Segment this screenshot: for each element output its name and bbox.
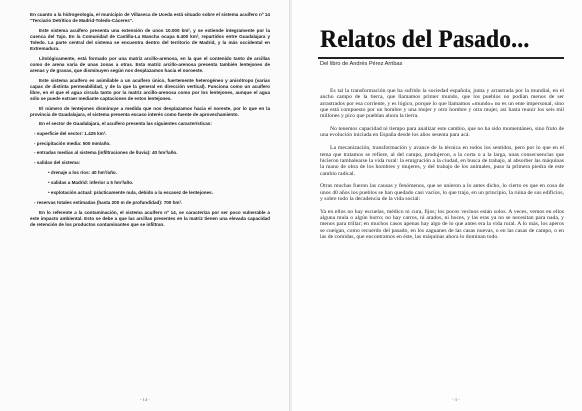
paragraph: No tenemos capacidad ni tiempo para analizar este cambio, que no ha sido momentáneo, sino fruto de una evolución iniciada en España desde los años sesenta para acá. — [320, 126, 564, 139]
page-number: - 3 - — [452, 397, 460, 402]
right-page — [292, 0, 582, 411]
paragraph: En lo referente a la contaminación, el sistema acuífero nº 14, se caracteriza por ser poco vulnerable a este impacto ambiental. Esto se debe a que las arcillas presentes en la matriz tienen una elevada capacidad de retención de los productos contaminantes que se infiltran. — [30, 210, 270, 228]
list-item: - precipitación media: 500 mm/año. — [34, 140, 111, 146]
paragraph: Es tal la transformación que ha sufrido la sociedad española, junta y arrastrada por la mundial, en el ancho campo de la tierra, que llamamos primer mundo, que los pueblos no podían menos de ser arrastrados por esa corriente, y es lógico, porque lo que llamamos «mundo» no es un ente impersonal, sino que está compuesto por un hombre y una mujer y otro hombre y otra mujer, así hasta reunir los seis mil millones y pico que pueblan ahora la tierra. — [320, 88, 564, 120]
list-item: - salidas del sistema: — [34, 160, 81, 166]
list-item: - entradas medias al sistema (infiltraciones de lluvia): 40 hm³/año. — [34, 150, 178, 156]
paragraph: La mecanización, transformación y avance de la técnica en todos los sentidos, pero por lo que en el tema que tratamos se refiere, al del campo, produjeron, a la corta o a la larga, unas consecuencias que hicieron tambalearse la vida rural: la emigración a la ciudad, en busca de trabajo, al absorber las máquinas la mano de obra de los hombres y mujeres, y del trabajo de los animales, puso la primera piedra de este cambio radical. — [320, 145, 564, 177]
characteristics-list — [30, 131, 270, 207]
title-divider — [318, 57, 564, 59]
paragraph: Ya en ellos no hay escuelas, médico ni cura, fijos; los pocos vecinos están solos. A veces, vemos en ellos alguna mula o algún burro; no hay carros, ni arados, ni hoces, y las eras ya no se necesitan para nada, y menos para trillar; en muchos casos apenas hay algo de lo que antes era la vida rural. A lo más, los aperos se cuelgan, como recuerdo del pasado, en los zaguanes de las casas nuevas, o en las casas de campo, o en las de comidas, que encontramos en éste, las máquinas ahora lo dominan todo. — [320, 208, 564, 241]
paragraph: En el sector de Guadalajara, el acuífero presenta las siguientes características: — [39, 121, 212, 127]
page-subtitle: Del libro de Andrés Pérez Arribas — [320, 61, 403, 67]
outputs-sublist — [30, 170, 270, 196]
paragraph: Otras muchas fueron las causas y fenómenos, que se unieron a lo antes dicho, lo cierto es que en cosa de unos 40 años los pueblos se han quedado casi vacíos, lo que trajo, en un principio, la ruina de sus edificios, y sobre todo la decadencia de la vida social: — [320, 183, 564, 202]
list-item: • salidas a Madrid: inferior a 5 hm³/año. — [48, 180, 134, 185]
right-page-body — [320, 88, 564, 247]
list-item: • explotación actual: prácticamente nula, debido a la escasez de lentejones. — [48, 190, 213, 196]
left-page — [0, 0, 290, 411]
page-number: - 14 - — [140, 397, 150, 402]
list-item: - reservas totales estimadas (hasta 200 m de profundidad): 700 hm³. — [34, 200, 183, 206]
page-title: Relatos del Pasado... — [320, 26, 530, 53]
paragraph: El número de lentejones disminuye a medida que nos desplazamos hacia el noreste, por lo que en la provincia de Guadalajara, el sistema presenta escaso interés como fuente de aprovechamiento. — [30, 105, 270, 117]
paragraph: Litológicamente, está formado por una matriz arcillo-arenosa, en la que el contenido tanto de arcillas como de arena varía de unas zonas a otras. Esta matriz arcillo-arenosa presenta también lentejones de arenas y de gravas, que disminuyen según nos desplazamos hacia el noroeste. — [30, 55, 270, 74]
list-item: • drenaje a los ríos: 40 hm³/año. — [48, 169, 118, 175]
paragraph: En cuanto a la hidrogeología, el municipio de Villaseca de Uceda está situado sobre el sistema acuífero nº 14 "Terciario Detrítico de Madrid-Toledo-Cáceres". — [30, 12, 270, 24]
left-page-body — [30, 12, 270, 232]
paragraph: Este sistema acuífero presenta una extensión de unos 10.000 km², y se extiende íntegramente por la cuenca del Tajo. En la Comunidad de Castilla-La Mancha ocupa 6.400 km², repartidos entre Guadalajara y Toledo. La parte central del sistema se encuentra dentro del territorio de Madrid, y la más occidental en Extremadura. — [30, 27, 270, 52]
paragraph: Este sistema acuífero es asimilable a un acuífero único, fuertemente heterogéneo y anisótropo (varias capas de distinta permeabilidad, y de la que la general en dirección vertical). Funciona como un acuífero libre, en el que el agua circula tanto por la matriz arcillo-arenosa como por los lentejones, aunque el agua sólo se puede extraer mediante captaciones de estos lentejones. — [30, 77, 270, 102]
list-item: - superficie del sector: 1.425 km². — [34, 130, 107, 136]
